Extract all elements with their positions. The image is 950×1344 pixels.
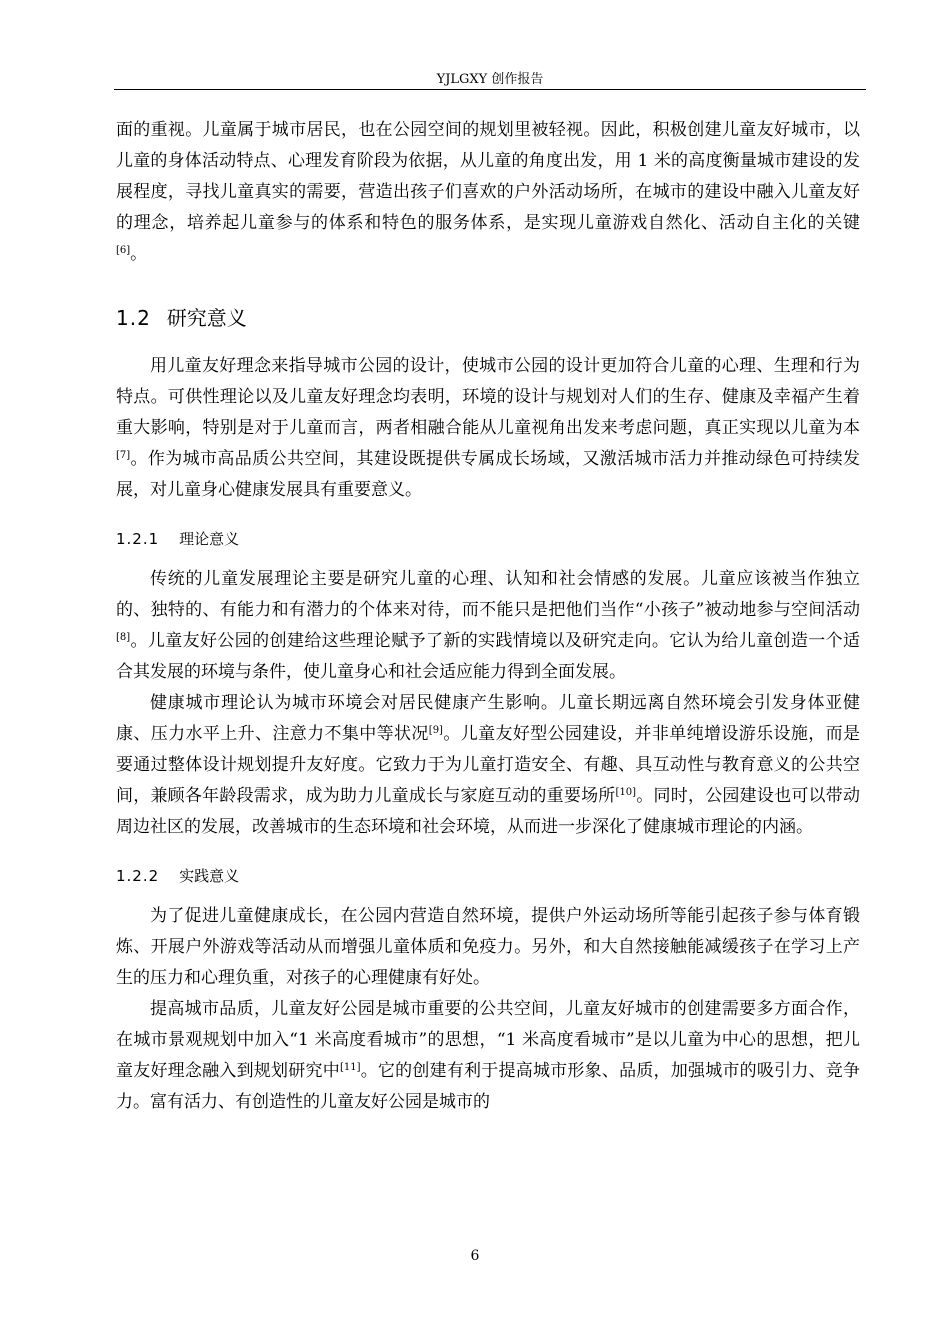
section-title: 研究意义 — [166, 306, 247, 330]
paragraph: 健康城市理论认为城市环境会对居民健康产生影响。儿童长期远离自然环境会引发身体亚健康、压力水平上升、注意力不集中等状况[9]。儿童友好型公园建设，并非单纯增设游乐设施，而是要通过整体设计规划提升友好度。它致力于为儿童打造安全、有趣、具互动性与教育意义的公共空间，兼顾各年龄段需求，成为助力儿童成长与家庭互动的重要场所[10]。同时，公园建设也可以带动周边社区的发展，改善城市的生态环境和社会环境，从而进一步深化了健康城市理论的内涵。 — [116, 693, 861, 837]
paragraph: 用儿童友好理念来指导城市公园的设计，使城市公园的设计更加符合儿童的心理、生理和行为特点。可供性理论以及儿童友好理念均表明，环境的设计与规划对人们的生存、健康及幸福产生着重大影响，特别是对于儿童而言，两者相融合能从儿童视角出发来考虑问题，真正实现以儿童为本[7]。作为城市高品质公共空间，其建设既提供专属成长场域，又激活城市活力并推动绿色可持续发展，对儿童身心健康发展具有重要意义。 — [116, 356, 860, 500]
citation: [11] — [339, 1062, 361, 1073]
citation: [9] — [428, 725, 443, 736]
page-header: YJLGXY 创作报告 — [436, 72, 544, 87]
subsection-title: 理论意义 — [179, 530, 240, 548]
section-number: 1.2 — [116, 306, 151, 330]
subsection-title: 实践意义 — [179, 867, 240, 885]
intro-paragraph: 面的重视。儿童属于城市居民，也在公园空间的规划里被轻视。因此，积极创建儿童友好城市，以儿童的身体活动特点、心理发育阶段为依据，从儿童的角度出发，用 1 米的高度衡量城市建设的发展程度，寻找儿童真实的需要，营造出孩子们喜欢的户外活动场所，在城市的建设中融入儿童友好的理念，培养起儿童参与的体系和特色的服务体系，是实现儿童游戏自然化、活动自主化的关键[6]。 — [116, 120, 860, 264]
document-body — [116, 115, 860, 1118]
paragraph: 提高城市品质，儿童友好公园是城市重要的公共空间，儿童友好城市的创建需要多方面合作，在城市景观规划中加入“1 米高度看城市”的思想，“1 米高度看城市”是以儿童为中心的思想，把儿童友好理念融入到规划研究中[11]。它的创建有利于提高城市形象、品质，加强城市的吸引力、竞争力。富有活力、有创造性的儿童友好公园是城市的 — [116, 999, 861, 1112]
citation: [8] — [116, 632, 131, 643]
citation: [6] — [116, 245, 131, 256]
subsection-number: 1.2.1 — [116, 530, 160, 548]
subsection-heading-1-2-2 — [116, 865, 860, 887]
page-number: 6 — [470, 1248, 480, 1264]
paragraph: 传统的儿童发展理论主要是研究儿童的心理、认知和社会情感的发展。儿童应该被当作独立的、独特的、有能力和有潜力的个体来对待，而不能只是把他们当作“小孩子”被动地参与空间活动[8]。儿童友好公园的创建给这些理论赋予了新的实践情境以及研究走向。它认为给儿童创造一个适合其发展的环境与条件，使儿童身心和社会适应能力得到全面发展。 — [116, 569, 860, 682]
subsection-heading-1-2-1 — [116, 528, 860, 550]
section-heading-1-2 — [116, 304, 860, 332]
citation: [7] — [116, 450, 131, 461]
header-rule — [114, 89, 866, 90]
paragraph: 为了促进儿童健康成长，在公园内营造自然环境，提供户外运动场所等能引起孩子参与体育锻炼、开展户外游戏等活动从而增强儿童体质和免疫力。另外，和大自然接触能减缓孩子在学习上产生的压力和心理负重，对孩子的心理健康有好处。 — [116, 906, 860, 988]
citation: [10] — [615, 787, 637, 798]
subsection-number: 1.2.2 — [116, 867, 160, 885]
intro-text: 面的重视。儿童属于城市居民，也在公园空间的规划里被轻视。因此，积极创建儿童友好城市，以儿童的身体活动特点、心理发育阶段为依据，从儿童的角度出发，用 1 米的高度衡量城市建设的发展程度，寻找儿童真实的需要，营造出孩子们喜欢的户外活动场所，在城市的建设中融入儿童友好的理念，培养起儿童参与的体系和特色的服务体系，是实现儿童游戏自然化、活动自主化的关键 — [116, 120, 860, 233]
